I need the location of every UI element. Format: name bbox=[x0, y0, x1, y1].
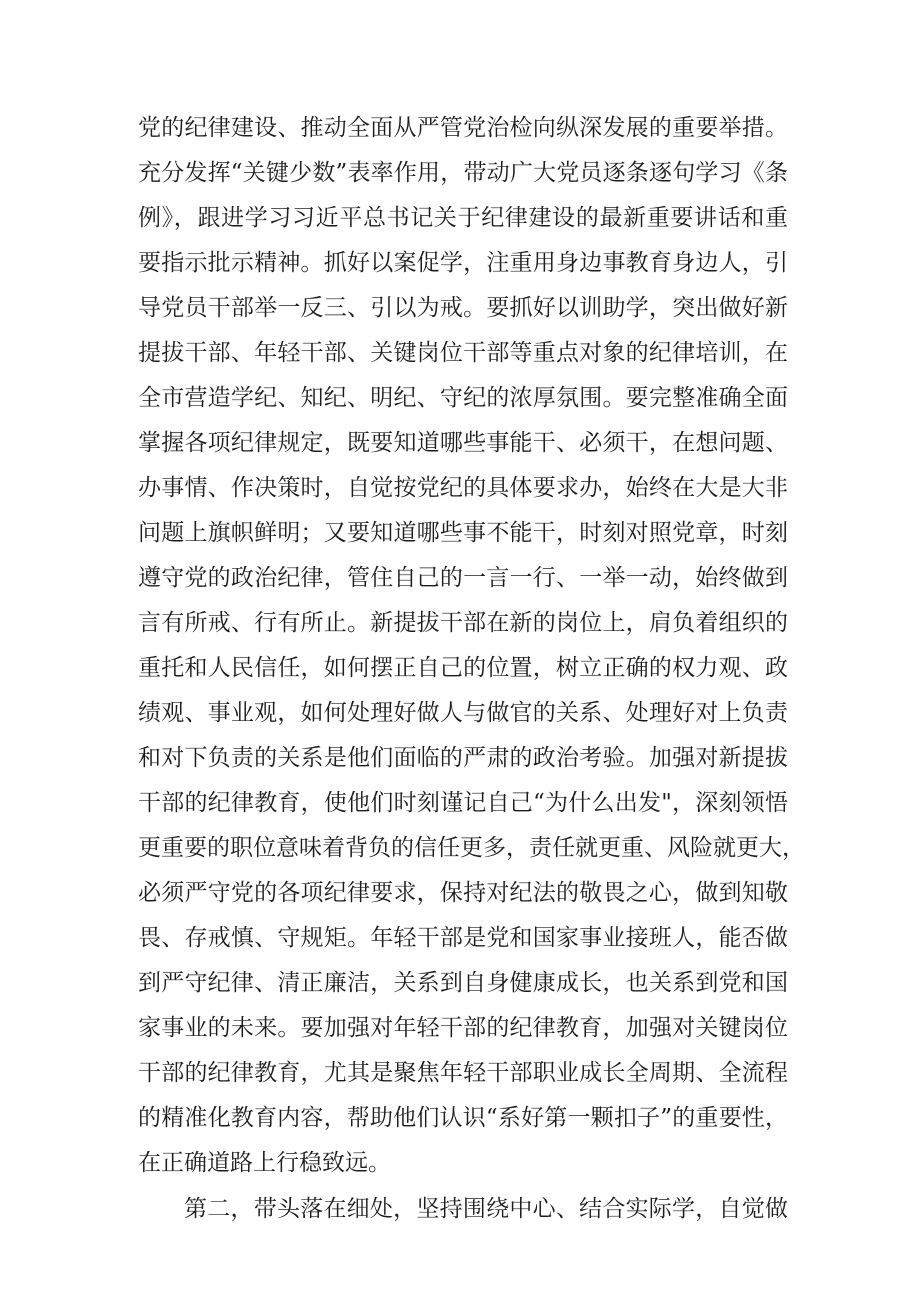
body-text-line: 遵守党的政治纪律，管住自己的一言一行、一举一动，始终做到 bbox=[138, 565, 788, 591]
body-text-line: 干部的纪律教育，使他们时刻谨记自己“为什么出发"，深刻领悟 bbox=[138, 790, 788, 816]
body-text-line: 的精准化教育内容，帮助他们认识“系好第一颗扣子”的重要性， bbox=[138, 1105, 788, 1131]
body-text-line: 重托和人民信任，如何摆正自己的位置，树立正确的权力观、政 bbox=[138, 655, 788, 681]
body-text-line: 掌握各项纪律规定，既要知道哪些事能干、必须干，在想问题、 bbox=[138, 430, 788, 456]
body-text-line: 到严守纪律、清正廉洁，关系到自身健康成长，也关系到党和国 bbox=[138, 970, 788, 996]
body-text-line: 问题上旗帜鲜明；又要知道哪些事不能干，时刻对照党章，时刻 bbox=[138, 520, 788, 546]
body-text-line: 言有所戒、行有所止。新提拔干部在新的岗位上，肩负着组织的 bbox=[138, 610, 788, 636]
body-text-line: 办事情、作决策时，自觉按党纪的具体要求办，始终在大是大非 bbox=[138, 475, 788, 501]
body-text-line: 充分发挥“关键少数”表率作用，带动广大党员逐条逐句学习《条 bbox=[138, 160, 788, 186]
body-text-line: 例》，跟进学习习近平总书记关于纪律建设的最新重要讲话和重 bbox=[138, 205, 788, 231]
body-text-line: 和对下负责的关系是他们面临的严肃的政治考验。加强对新提拔 bbox=[138, 745, 788, 771]
body-text-line: 要指示批示精神。抓好以案促学，注重用身边事教育身边人，引 bbox=[138, 250, 788, 276]
body-text-line: 干部的纪律教育，尤其是聚焦年轻干部职业成长全周期、全流程 bbox=[138, 1060, 788, 1086]
paragraph-first-line: 第二，带头落在细处，坚持围绕中心、结合实际学，自觉做 bbox=[184, 1196, 788, 1222]
body-text-line: 畏、存戒慎、守规矩。年轻干部是党和国家事业接班人，能否做 bbox=[138, 925, 788, 951]
body-text-line: 党的纪律建设、推动全面从严管党治检向纵深发展的重要举措。 bbox=[138, 115, 788, 141]
body-text-line: 全市营造学纪、知纪、明纪、守纪的浓厚氛围。要完整准确全面 bbox=[138, 385, 788, 411]
body-text-line: 必须严守党的各项纪律要求，保持对纪法的敬畏之心，做到知敬 bbox=[138, 880, 788, 906]
body-text-line: 提拔干部、年轻干部、关键岗位干部等重点对象的纪律培训，在 bbox=[138, 340, 788, 366]
body-text-line: 更重要的职位意味着背负的信任更多，责任就更重、风险就更大， bbox=[138, 835, 805, 861]
body-text-line: 家事业的未来。要加强对年轻干部的纪律教育，加强对关键岗位 bbox=[138, 1015, 788, 1041]
body-text-line: 导党员干部举一反三、引以为戒。要抓好以训助学，突出做好新 bbox=[138, 295, 788, 321]
paragraph-last-line: 在正确道路上行稳致远。 bbox=[138, 1150, 391, 1176]
body-text-line: 绩观、事业观，如何处理好做人与做官的关系、处理好对上负责 bbox=[138, 700, 788, 726]
